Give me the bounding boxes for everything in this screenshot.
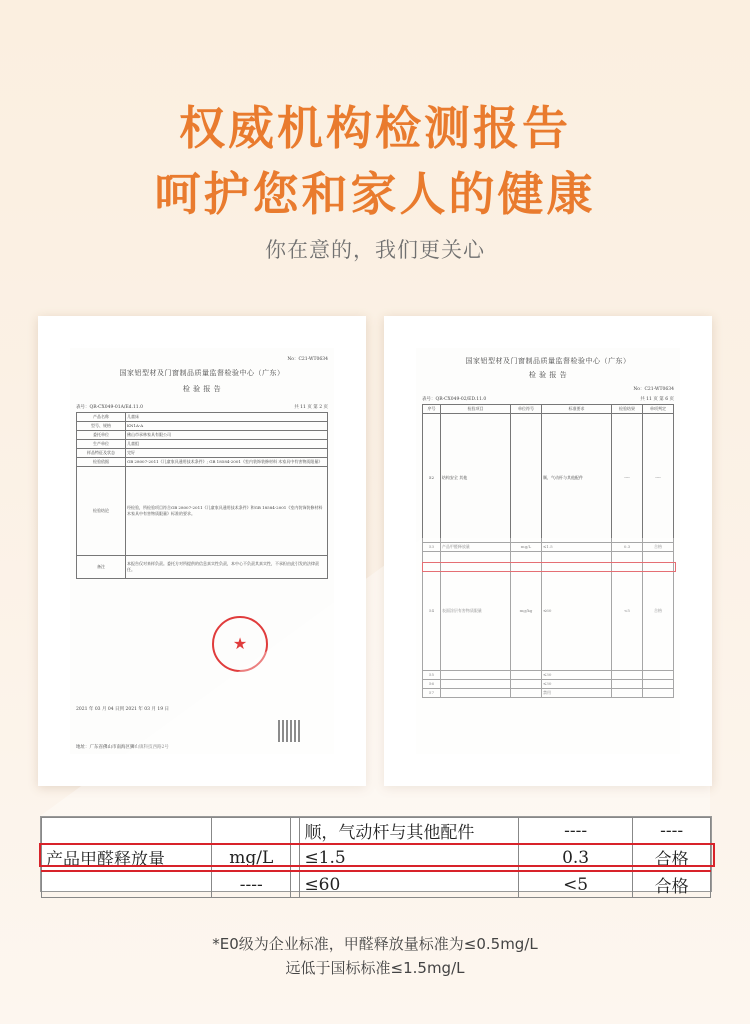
row-key: 型号、规格 [77,422,126,431]
zoom-cell-result: <5 [519,871,633,898]
row-key: 检验结论 [77,467,126,556]
left-report-page: 共 11 页 第 2 页 [294,405,328,410]
row-item [440,680,510,689]
row-requirement: ≤1.5 [541,543,611,552]
row-requirement: ≤60 [541,552,611,671]
row-key: 备注 [77,556,126,579]
right-report-number: No：C21-WT0634 [633,387,674,392]
headline-line-1: 权威机构检测报告 [179,101,571,155]
table-row [77,449,328,458]
header-cell: 序号 [423,405,441,414]
row-result [612,671,643,680]
header-cell: 单位符号 [511,405,542,414]
row-key: 样品特征及状态 [77,449,126,458]
row-value: 本报告仅对来样负责。委托方对所提供的信息真实性负责，本中心不负责其真实性，不承担由此引发的法律责任。 [126,556,328,579]
row-value: KN1A-A [126,422,328,431]
row-item: 产品甲醛释放量 [440,543,510,552]
row-requirement: ≤30 [541,680,611,689]
header-cell: 单项判定 [642,405,673,414]
left-report-center: 国家铝型材及门窗制品质量监督检验中心（广东） [119,369,285,377]
note-line-1: *E0级为企业标准，甲醛释放量标准为≤0.5mg/L [212,935,538,953]
right-report-table [422,404,674,698]
zoom-cell-item [42,818,212,845]
table-row [423,543,674,552]
header-cell: 标准要求 [541,405,611,414]
row-no: 53 [423,543,441,552]
table-row [423,671,674,680]
row-result: 0.3 [612,543,643,552]
row-value: 儿童床 [126,413,328,422]
table-row [77,467,328,556]
row-judgement: 合格 [642,552,673,671]
row-judgement: ---- [642,414,673,543]
zoom-row [42,818,711,845]
table-row [423,689,674,698]
row-judgement: 合格 [642,543,673,552]
zoom-cell-unit: ---- [212,871,291,898]
header-cell: 检验结果 [612,405,643,414]
row-no: 52 [423,414,441,543]
zoom-cell-requirement: ≤60 [300,871,519,898]
red-seal-stamp: ★ [212,616,268,672]
row-key: 检验依据 [77,458,126,467]
headline-line-2: 呵护您和家人的健康 [154,167,596,221]
left-report-address: 地址：广东省佛山市南海区狮山镇科技西路2号 [76,745,169,750]
zoom-cell-requirement: ≤1.5 [300,844,519,871]
right-report-document [416,348,680,754]
zoom-cell-unit [212,818,291,845]
row-result: <5 [612,552,643,671]
row-key: 委托单位 [77,431,126,440]
right-report-form-no: 表号：QR-CX049-02/ED.11.0 [422,397,487,402]
row-key: 产品名称 [77,413,126,422]
zoom-cell-item: 产品甲醛释放量 [42,844,212,871]
row-judgement [642,680,673,689]
table-row [77,440,328,449]
table-row [423,414,674,543]
row-no: 54 [423,552,441,671]
row-no: 56 [423,680,441,689]
right-report-title: 检 验 报 告 [528,371,568,379]
zoom-cell-result: 0.3 [519,844,633,871]
right-report-page: 共 11 页 第 6 页 [640,397,674,402]
row-requirement: ≤30 [541,671,611,680]
row-unit [511,414,542,543]
zoom-cell-blank [291,818,300,845]
row-item: 结构安全 其他 [440,414,510,543]
row-unit: mg/kg [511,552,542,671]
zoom-cell-judgement: 合格 [633,871,711,898]
left-report-table [76,412,328,579]
zoomed-table [40,816,712,897]
row-no: 55 [423,671,441,680]
table-row [423,680,674,689]
zoom-cell-judgement: ---- [633,818,711,845]
row-result [612,689,643,698]
row-value: 经检验，所检验项目符合GB 28007-2011《儿童家具通用技术条件》和GB 18584-2001《室内装饰装修材料 木家具中有害物质限量》标准的要求。 [126,467,328,556]
table-row [77,422,328,431]
row-unit [511,680,542,689]
row-judgement [642,689,673,698]
right-report-frame [384,316,712,786]
zoom-cell-blank [291,871,300,898]
left-report-frame [38,316,366,786]
zoom-cell-result: ---- [519,818,633,845]
row-result [612,680,643,689]
row-unit [511,671,542,680]
header-cell: 检验项目 [440,405,510,414]
row-key: 生产单位 [77,440,126,449]
row-requirement: 禁用 [541,689,611,698]
row-value: GB 28007-2011《儿童家具通用技术条件》; GB 18584-2001《室内装饰装修材料 木家具中有害物质限量》 [126,458,328,467]
subtitle: 你在意的，我们更关心 [265,238,485,262]
row-item [440,671,510,680]
table-row [77,413,328,422]
zoom-row [42,871,711,898]
row-unit [511,689,542,698]
row-judgement [642,671,673,680]
row-requirement: 顺，气动杆与其他配件 [541,414,611,543]
zoom-cell-item [42,871,212,898]
left-report-title: 检 验 报 告 [182,385,222,393]
row-item: 表面涂层有害物质限量 [440,552,510,671]
left-report-form-no: 表号：QR-CX049-01A/Ed.11.0 [76,405,143,410]
zoom-row [42,844,711,871]
right-report-center: 国家铝型材及门窗制品质量监督检验中心（广东） [465,357,631,365]
left-report-dates: 2021 年 03 月 04 日到 2021 年 03 月 19 日 [76,707,170,712]
row-value: 儿童组 [126,440,328,449]
zoom-cell-unit: mg/L [212,844,291,871]
table-row [77,458,328,467]
table-row [77,431,328,440]
table-row [77,556,328,579]
left-report-document [70,348,334,754]
zoom-cell-judgement: 合格 [633,844,711,871]
zoom-cell-requirement: 顺，气动杆与其他配件 [300,818,519,845]
row-result: ---- [612,414,643,543]
qr-code [278,720,300,742]
zoom-cell-blank [291,844,300,871]
highlight-box-small [422,562,676,572]
left-report-number: No：C21-WT0634 [287,357,328,362]
row-value: 完好 [126,449,328,458]
row-no: 57 [423,689,441,698]
note-line-2: 远低于国标标准≤1.5mg/L [285,959,465,977]
row-unit: mg/L [511,543,542,552]
row-value: 佛山市承林家具有限公司 [126,431,328,440]
row-item [440,689,510,698]
